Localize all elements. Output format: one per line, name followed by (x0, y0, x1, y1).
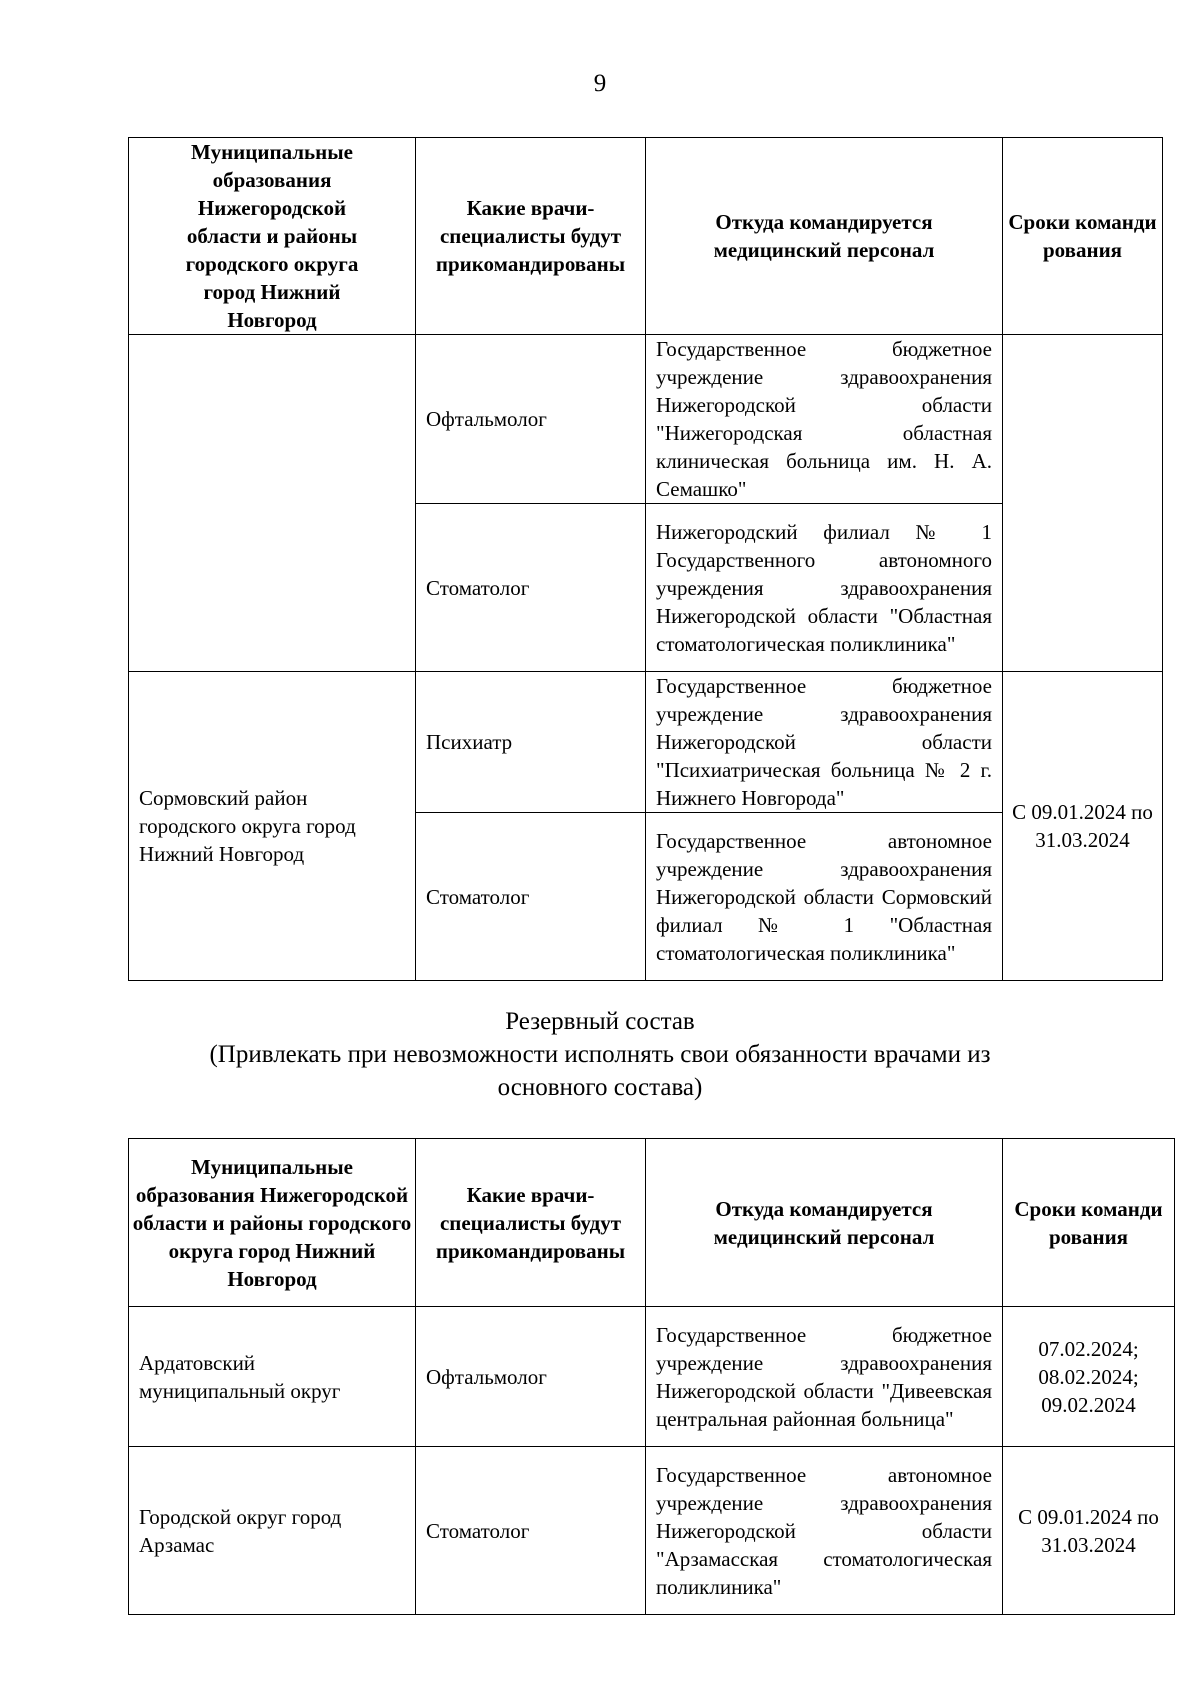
specialist-cell: Офтальмолог (416, 335, 646, 504)
reserve-subtitle: (Привлекать при невозможности исполнять свои обязанности врачами из основного состава) (209, 1041, 991, 1101)
specialist-cell: Стоматолог (416, 813, 646, 981)
header-municipality: Муниципальные образования Нижегородской области и районы городского округа город Нижний Новгород (129, 138, 416, 335)
header-source: Откуда командируется медицинский персонал (646, 1139, 1003, 1307)
header-period: Сроки командирования (1003, 138, 1163, 335)
source-cell: Государственное бюджетное учреждение здравоохранения Нижегородской области "Дивеевская центральная районная больница" (646, 1307, 1003, 1447)
source-cell: Государственное автономное учреждение здравоохранения Нижегородской области "Арзамасская стоматологическая поликлиника" (646, 1447, 1003, 1615)
main-staff-table (128, 137, 1163, 981)
table-row (129, 672, 1163, 813)
period-cell: С 09.01.2024 по 31.03.2024 (1003, 672, 1163, 981)
table-header-row (129, 138, 1163, 335)
header-source: Откуда командируется медицинский персонал (646, 138, 1003, 335)
specialist-cell: Стоматолог (416, 1447, 646, 1615)
reserve-staff-table (128, 1138, 1175, 1615)
source-cell: Государственное автономное учреждение здравоохранения Нижегородской области Сормовский филиал № 1 "Областная стоматологическая поликлиника" (646, 813, 1003, 981)
header-specialists: Какие врачи-специалисты будут прикомандированы (416, 138, 646, 335)
period-cell-empty (1003, 335, 1163, 672)
source-cell: Государственное бюджетное учреждение здравоохранения Нижегородской области "Психиатрическая больница № 2 г. Нижнего Новгорода" (646, 672, 1003, 813)
municipality-cell: Ардатовский муниципальный округ (129, 1307, 416, 1447)
source-cell: Нижегородский филиал № 1 Государственного автономного учреждения здравоохранения Нижегородской области "Областная стоматологическая поликлиника" (646, 504, 1003, 672)
header-period: Сроки командирования (1003, 1139, 1175, 1307)
period-cell: С 09.01.2024 по 31.03.2024 (1003, 1447, 1175, 1615)
specialist-cell: Психиатр (416, 672, 646, 813)
reserve-heading (0, 1005, 1200, 1104)
specialist-cell: Стоматолог (416, 504, 646, 672)
specialist-cell: Офтальмолог (416, 1307, 646, 1447)
table-row (129, 335, 1163, 504)
municipality-cell: Городской округ город Арзамас (129, 1447, 416, 1615)
header-specialists: Какие врачи-специалисты будут прикомандированы (416, 1139, 646, 1307)
municipality-cell-empty (129, 335, 416, 672)
source-cell: Государственное бюджетное учреждение здравоохранения Нижегородской области "Нижегородская областная клиническая больница им. Н. А. Семашко" (646, 335, 1003, 504)
header-municipality: Муниципальные образования Нижегородской области и районы городского округа город Нижний Новгород (129, 1139, 416, 1307)
period-cell: 07.02.2024; 08.02.2024; 09.02.2024 (1003, 1307, 1175, 1447)
page-number: 9 (593, 70, 607, 97)
reserve-title: Резервный состав (505, 1008, 695, 1035)
table-row (129, 1307, 1175, 1447)
municipality-cell: Сормовский район городского округа город Нижний Новгород (129, 672, 416, 981)
table-header-row (129, 1139, 1175, 1307)
table-row (129, 1447, 1175, 1615)
